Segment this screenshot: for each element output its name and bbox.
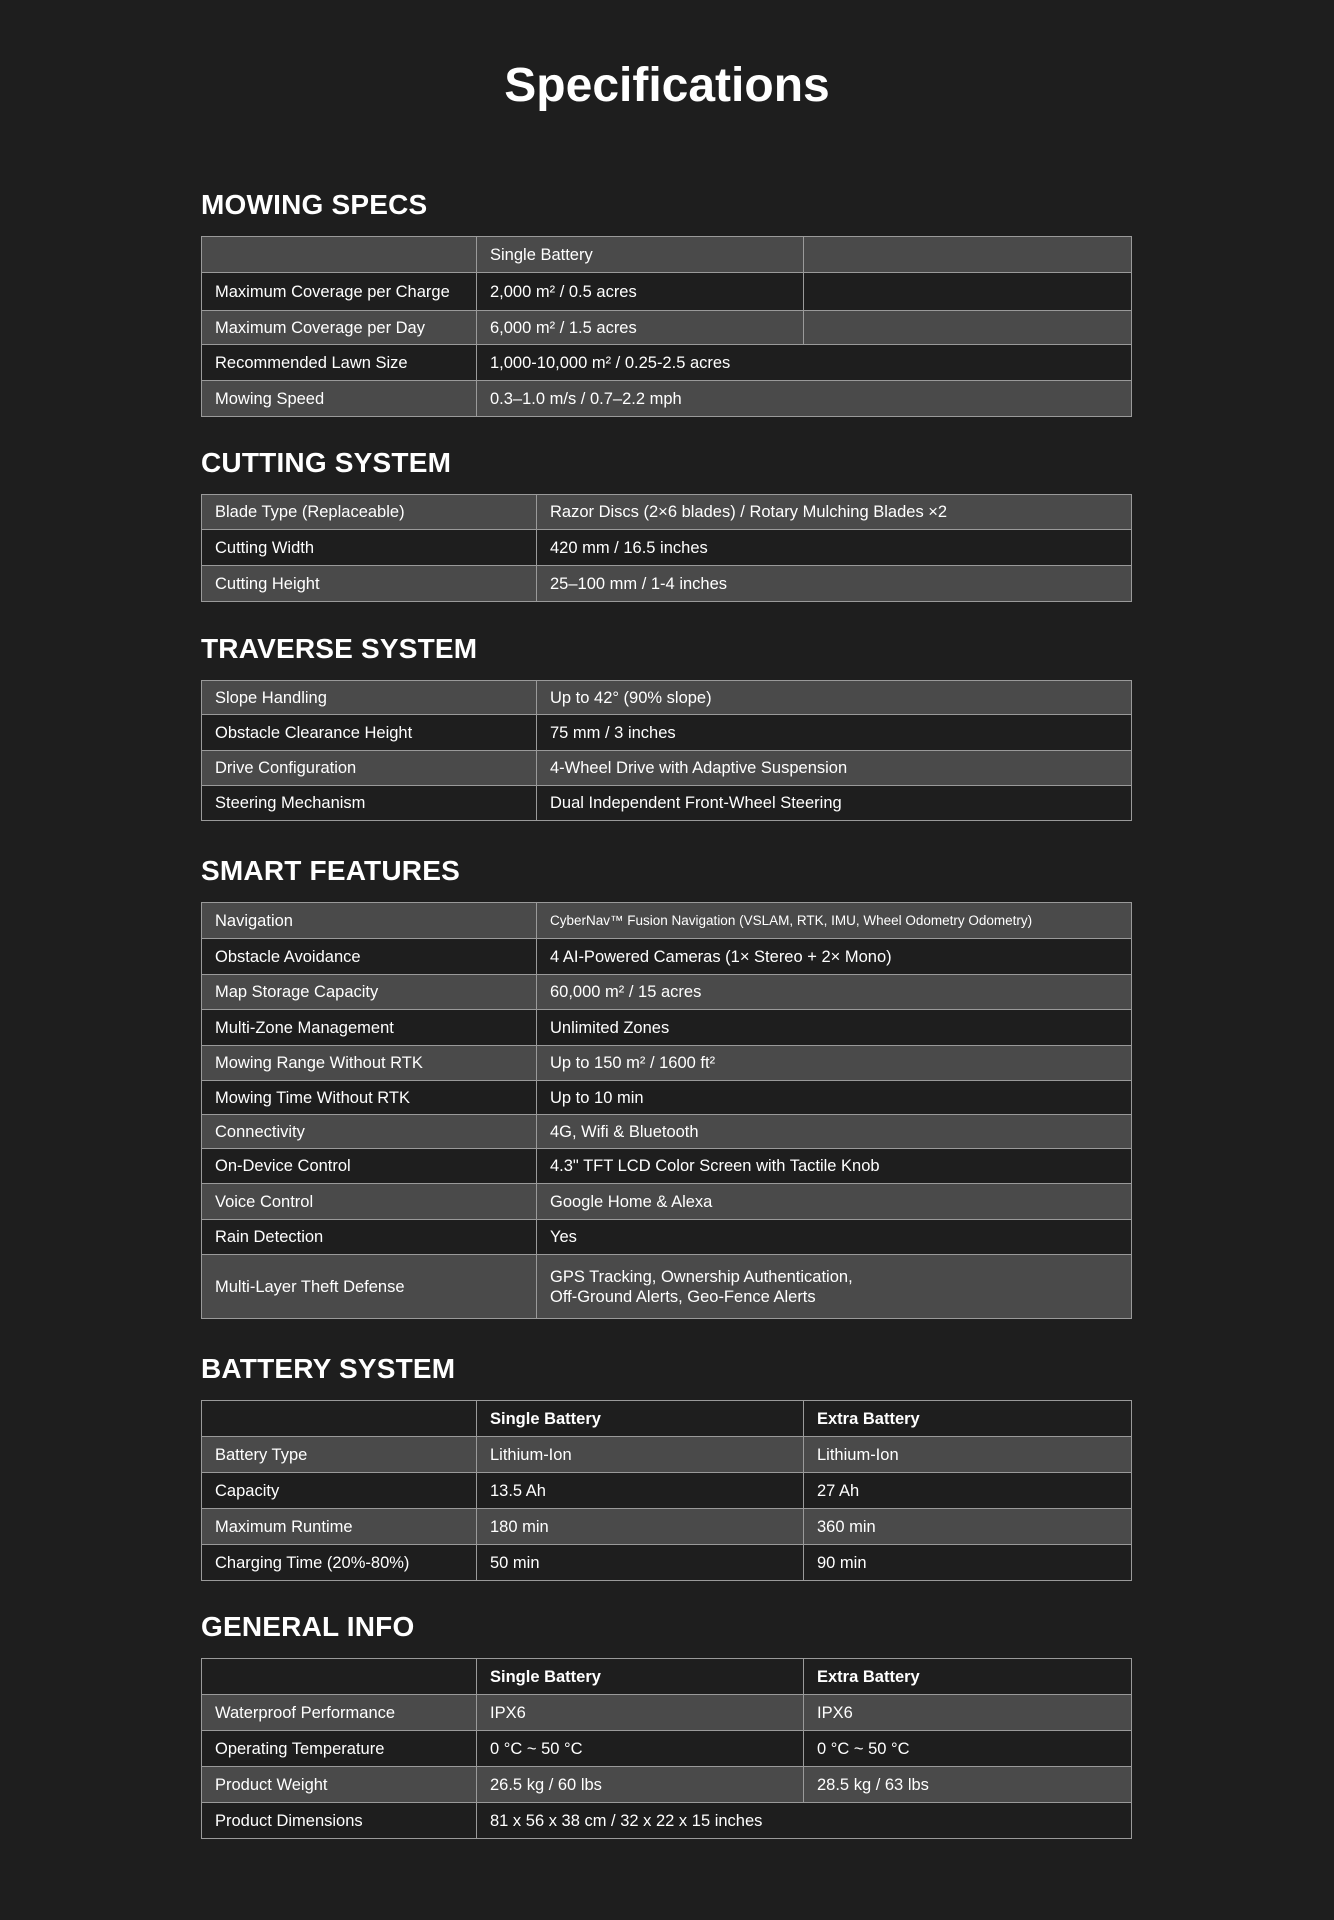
spec-label: Maximum Runtime xyxy=(202,1509,477,1545)
spec-label: Maximum Coverage per Day xyxy=(202,311,477,345)
spec-value: Lithium-Ion xyxy=(477,1437,804,1473)
spec-label: Maximum Coverage per Charge xyxy=(202,273,477,311)
spec-label: Drive Configuration xyxy=(202,751,537,786)
spec-label: Battery Type xyxy=(202,1437,477,1473)
spec-label: Connectivity xyxy=(202,1115,537,1149)
spec-value: Yes xyxy=(537,1220,1132,1255)
spec-label: Obstacle Clearance Height xyxy=(202,715,537,751)
spec-value: 26.5 kg / 60 lbs xyxy=(477,1767,804,1803)
spec-value: 60,000 m² / 15 acres xyxy=(537,975,1132,1010)
spec-value: Unlimited Zones xyxy=(537,1010,1132,1046)
section-battery-system xyxy=(201,1352,1131,1581)
section-title: SMART FEATURES xyxy=(201,855,460,886)
header-cell xyxy=(804,237,1132,273)
table-row xyxy=(202,681,1132,715)
spec-value: 4G, Wifi & Bluetooth xyxy=(537,1115,1132,1149)
spec-value: Google Home & Alexa xyxy=(537,1184,1132,1220)
section-title: TRAVERSE SYSTEM xyxy=(201,633,478,664)
spec-label: Product Dimensions xyxy=(202,1803,477,1839)
smart-features-table xyxy=(201,902,1132,1319)
table-row xyxy=(202,273,1132,311)
spec-label: Voice Control xyxy=(202,1184,537,1220)
spec-value: 180 min xyxy=(477,1509,804,1545)
spec-label: Map Storage Capacity xyxy=(202,975,537,1010)
table-row xyxy=(202,786,1132,821)
spec-label: Mowing Speed xyxy=(202,381,477,417)
section-traverse-system xyxy=(201,632,1131,821)
spec-label: Waterproof Performance xyxy=(202,1695,477,1731)
spec-value: CyberNav™ Fusion Navigation (VSLAM, RTK, IMU, Wheel Odometry Odometry) xyxy=(537,903,1132,939)
spec-value: Dual Independent Front-Wheel Steering xyxy=(537,786,1132,821)
spec-value: 25–100 mm / 1-4 inches xyxy=(537,566,1132,602)
spec-value: Up to 150 m² / 1600 ft² xyxy=(537,1046,1132,1081)
spec-label: Slope Handling xyxy=(202,681,537,715)
section-title: CUTTING SYSTEM xyxy=(201,447,452,478)
spec-value: 28.5 kg / 63 lbs xyxy=(804,1767,1132,1803)
table-row xyxy=(202,1473,1132,1509)
battery-system-table xyxy=(201,1400,1132,1581)
spec-label: Blade Type (Replaceable) xyxy=(202,495,537,530)
section-title: MOWING SPECS xyxy=(201,189,428,220)
spec-value: 75 mm / 3 inches xyxy=(537,715,1132,751)
table-row xyxy=(202,1046,1132,1081)
spec-value: Lithium-Ion xyxy=(804,1437,1132,1473)
spec-value xyxy=(804,311,1132,345)
spec-value: 2,000 m² / 0.5 acres xyxy=(477,273,804,311)
spec-label: Navigation xyxy=(202,903,537,939)
table-row xyxy=(202,751,1132,786)
table-header-row xyxy=(202,1659,1132,1695)
spec-label: Cutting Width xyxy=(202,530,537,566)
table-row xyxy=(202,1220,1132,1255)
spec-value-line: GPS Tracking, Ownership Authentication, xyxy=(550,1267,853,1286)
spec-value-line: Off-Ground Alerts, Geo-Fence Alerts xyxy=(550,1287,816,1306)
spec-label: Multi-Layer Theft Defense xyxy=(202,1255,537,1319)
spec-label: Mowing Time Without RTK xyxy=(202,1081,537,1115)
spec-label: Recommended Lawn Size xyxy=(202,345,477,381)
header-cell xyxy=(202,237,477,273)
table-row xyxy=(202,1731,1132,1767)
table-row xyxy=(202,1803,1132,1839)
section-smart-features xyxy=(201,854,1131,1319)
table-row xyxy=(202,495,1132,530)
spec-value: 81 x 56 x 38 cm / 32 x 22 x 15 inches xyxy=(477,1803,1132,1839)
spec-value: 4.3" TFT LCD Color Screen with Tactile Knob xyxy=(537,1149,1132,1184)
spec-label: Capacity xyxy=(202,1473,477,1509)
spec-value: 4-Wheel Drive with Adaptive Suspension xyxy=(537,751,1132,786)
spec-value: Up to 10 min xyxy=(537,1081,1132,1115)
table-row xyxy=(202,1767,1132,1803)
spec-value: IPX6 xyxy=(804,1695,1132,1731)
spec-label: Mowing Range Without RTK xyxy=(202,1046,537,1081)
section-cutting-system xyxy=(201,446,1131,602)
spec-value: Razor Discs (2×6 blades) / Rotary Mulching Blades ×2 xyxy=(537,495,1132,530)
header-cell: Extra Battery xyxy=(804,1659,1132,1695)
spec-value: 50 min xyxy=(477,1545,804,1581)
spec-value: 6,000 m² / 1.5 acres xyxy=(477,311,804,345)
section-title: BATTERY SYSTEM xyxy=(201,1353,456,1384)
spec-value xyxy=(804,273,1132,311)
table-header-row xyxy=(202,1401,1132,1437)
table-row xyxy=(202,939,1132,975)
cutting-system-table xyxy=(201,494,1132,602)
spec-value: 90 min xyxy=(804,1545,1132,1581)
spec-value: 420 mm / 16.5 inches xyxy=(537,530,1132,566)
header-cell: Single Battery xyxy=(477,1659,804,1695)
spec-value: 1,000-10,000 m² / 0.25-2.5 acres xyxy=(477,345,1132,381)
table-row xyxy=(202,1437,1132,1473)
table-row xyxy=(202,715,1132,751)
spec-value: 0 °C ~ 50 °C xyxy=(477,1731,804,1767)
spec-value: 13.5 Ah xyxy=(477,1473,804,1509)
spec-value: 0.3–1.0 m/s / 0.7–2.2 mph xyxy=(477,381,1132,417)
table-row xyxy=(202,345,1132,381)
spec-value: 27 Ah xyxy=(804,1473,1132,1509)
spec-label: Rain Detection xyxy=(202,1220,537,1255)
table-row xyxy=(202,1509,1132,1545)
page-title: Specifications xyxy=(504,59,830,112)
spec-label: Cutting Height xyxy=(202,566,537,602)
mowing-specs-table xyxy=(201,236,1132,417)
header-cell xyxy=(202,1659,477,1695)
spec-value: 360 min xyxy=(804,1509,1132,1545)
table-row xyxy=(202,381,1132,417)
section-title: GENERAL INFO xyxy=(201,1611,415,1642)
table-row xyxy=(202,1081,1132,1115)
header-cell: Extra Battery xyxy=(804,1401,1132,1437)
spec-label: Operating Temperature xyxy=(202,1731,477,1767)
section-mowing-specs xyxy=(201,188,1131,417)
table-row xyxy=(202,311,1132,345)
spec-value: Up to 42° (90% slope) xyxy=(537,681,1132,715)
section-general-info xyxy=(201,1610,1131,1839)
spec-label: On-Device Control xyxy=(202,1149,537,1184)
table-header-row xyxy=(202,237,1132,273)
spec-value: IPX6 xyxy=(477,1695,804,1731)
general-info-table xyxy=(201,1658,1132,1839)
table-row xyxy=(202,566,1132,602)
table-row xyxy=(202,1695,1132,1731)
spec-label: Product Weight xyxy=(202,1767,477,1803)
spec-label: Charging Time (20%-80%) xyxy=(202,1545,477,1581)
spec-value: 4 AI-Powered Cameras (1× Stereo + 2× Mono) xyxy=(537,939,1132,975)
table-row xyxy=(202,1115,1132,1149)
table-row xyxy=(202,1545,1132,1581)
header-cell: Single Battery xyxy=(477,237,804,273)
table-row xyxy=(202,1255,1132,1319)
spec-label: Obstacle Avoidance xyxy=(202,939,537,975)
table-row xyxy=(202,1010,1132,1046)
table-row xyxy=(202,1149,1132,1184)
table-row xyxy=(202,903,1132,939)
spec-label: Multi-Zone Management xyxy=(202,1010,537,1046)
header-cell xyxy=(202,1401,477,1437)
header-cell: Single Battery xyxy=(477,1401,804,1437)
table-row xyxy=(202,1184,1132,1220)
table-row xyxy=(202,975,1132,1010)
spec-value: 0 °C ~ 50 °C xyxy=(804,1731,1132,1767)
traverse-system-table xyxy=(201,680,1132,821)
spec-label: Steering Mechanism xyxy=(202,786,537,821)
table-row xyxy=(202,530,1132,566)
spec-value xyxy=(537,1255,1132,1319)
